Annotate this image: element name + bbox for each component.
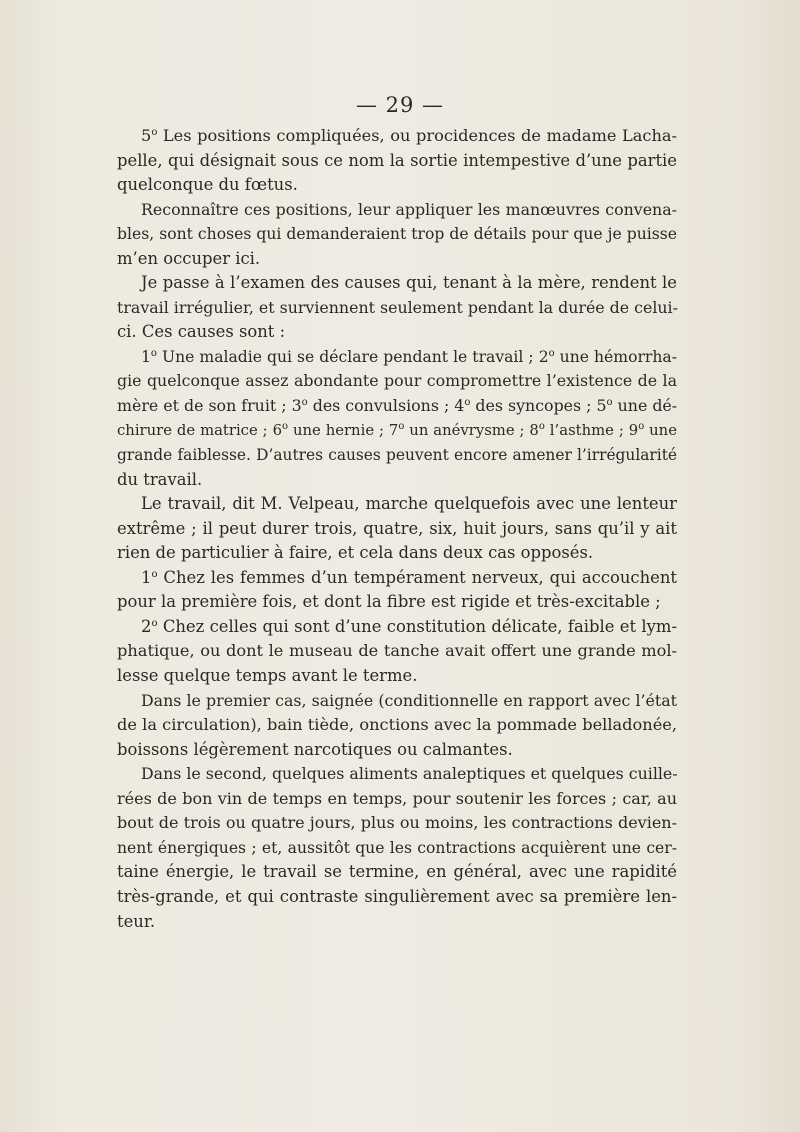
text-line: travail irrégulier, et surviennent seulement pendant la durée de celui- [117,297,678,317]
text-line: ci. Ces causes sont : [117,322,286,342]
text-line: chirure de matrice ; 6$^o$ une hernie ; 7$^o$ un anévrysme ; 8$^o$ l’asthme ; 9$^o$ une [117,420,677,439]
text-line: lesse quelque temps avant le terme. [117,666,418,686]
text-line: m’en occuper ici. [117,248,261,268]
text-line: Reconnaître ces positions, leur appliquer les manœuvres convena- [141,199,677,219]
text-line: bout de trois ou quatre jours, plus ou moins, les contractions devien- [117,813,677,833]
text-line: 2$^o$ Chez celles qui sont d’une constitution délicate, faible et lym- [141,616,677,636]
text-line: nent énergiques ; et, aussitôt que les contractions acquièrent une cer- [117,838,677,857]
text-line: 1$^o$ Une maladie qui se déclare pendant le travail ; 2$^o$ une hémorrha- [141,347,677,366]
text-line: extrême ; il peut durer trois, quatre, six, huit jours, sans qu’il y ait [117,518,677,538]
text-line: bles, sont choses qui demanderaient trop de détails pour que je puisse [117,225,677,244]
text-line: boissons légèrement narcotiques ou calmantes. [117,739,513,759]
page-number: — 29 — [355,93,445,117]
text-line: Dans le second, quelques aliments analeptiques et quelques cuille- [141,764,678,784]
text-line: quelconque du fœtus. [117,175,298,195]
text-line: mère et de son fruit ; 3$^o$ des convulsions ; 4$^o$ des syncopes ; 5$^o$ une dé- [117,396,678,416]
text-line: Le travail, dit M. Velpeau, marche quelquefois avec une lenteur [141,494,677,514]
text-line: du travail. [117,469,203,489]
text-line: teur. [117,911,156,931]
text-line: rées de bon vin de temps en temps, pour soutenir les forces ; car, au [117,788,677,808]
text-line: taine énergie, le travail se termine, en général, avec une rapidité [117,862,677,882]
text-line: grande faiblesse. D’autres causes peuvent encore amener l’irrégularité [117,446,677,465]
text-line: gie quelconque assez abondante pour compromettre l’existence de la [117,371,677,391]
text-line: Dans le premier cas, saignée (conditionnelle en rapport avec l’état [141,690,677,710]
text-line: phatique, ou dont le museau de tanche avait offert une grande mol- [117,641,677,661]
text-line: pour la première fois, et dont la fibre est rigide et très-excitable ; [117,592,661,612]
text-line: pelle, qui désignait sous ce nom la sortie intempestive d’une partie [117,150,677,170]
text-line: 1$^o$ Chez les femmes d’un tempérament nerveux, qui accouchent [141,567,677,587]
text-line: Je passe à l’examen des causes qui, tenant à la mère, rendent le [141,273,677,293]
text-line: de la circulation), bain tiède, onctions avec la pommade belladonée, [117,715,677,735]
text-line: très-grande, et qui contraste singulièrement avec sa première len- [117,886,677,906]
text-line: 5$^o$ Les positions compliquées, ou procidences de madame Lacha- [141,126,677,145]
text-line: rien de particulier à faire, et cela dans deux cas opposés. [117,543,594,563]
body-text [117,124,677,934]
